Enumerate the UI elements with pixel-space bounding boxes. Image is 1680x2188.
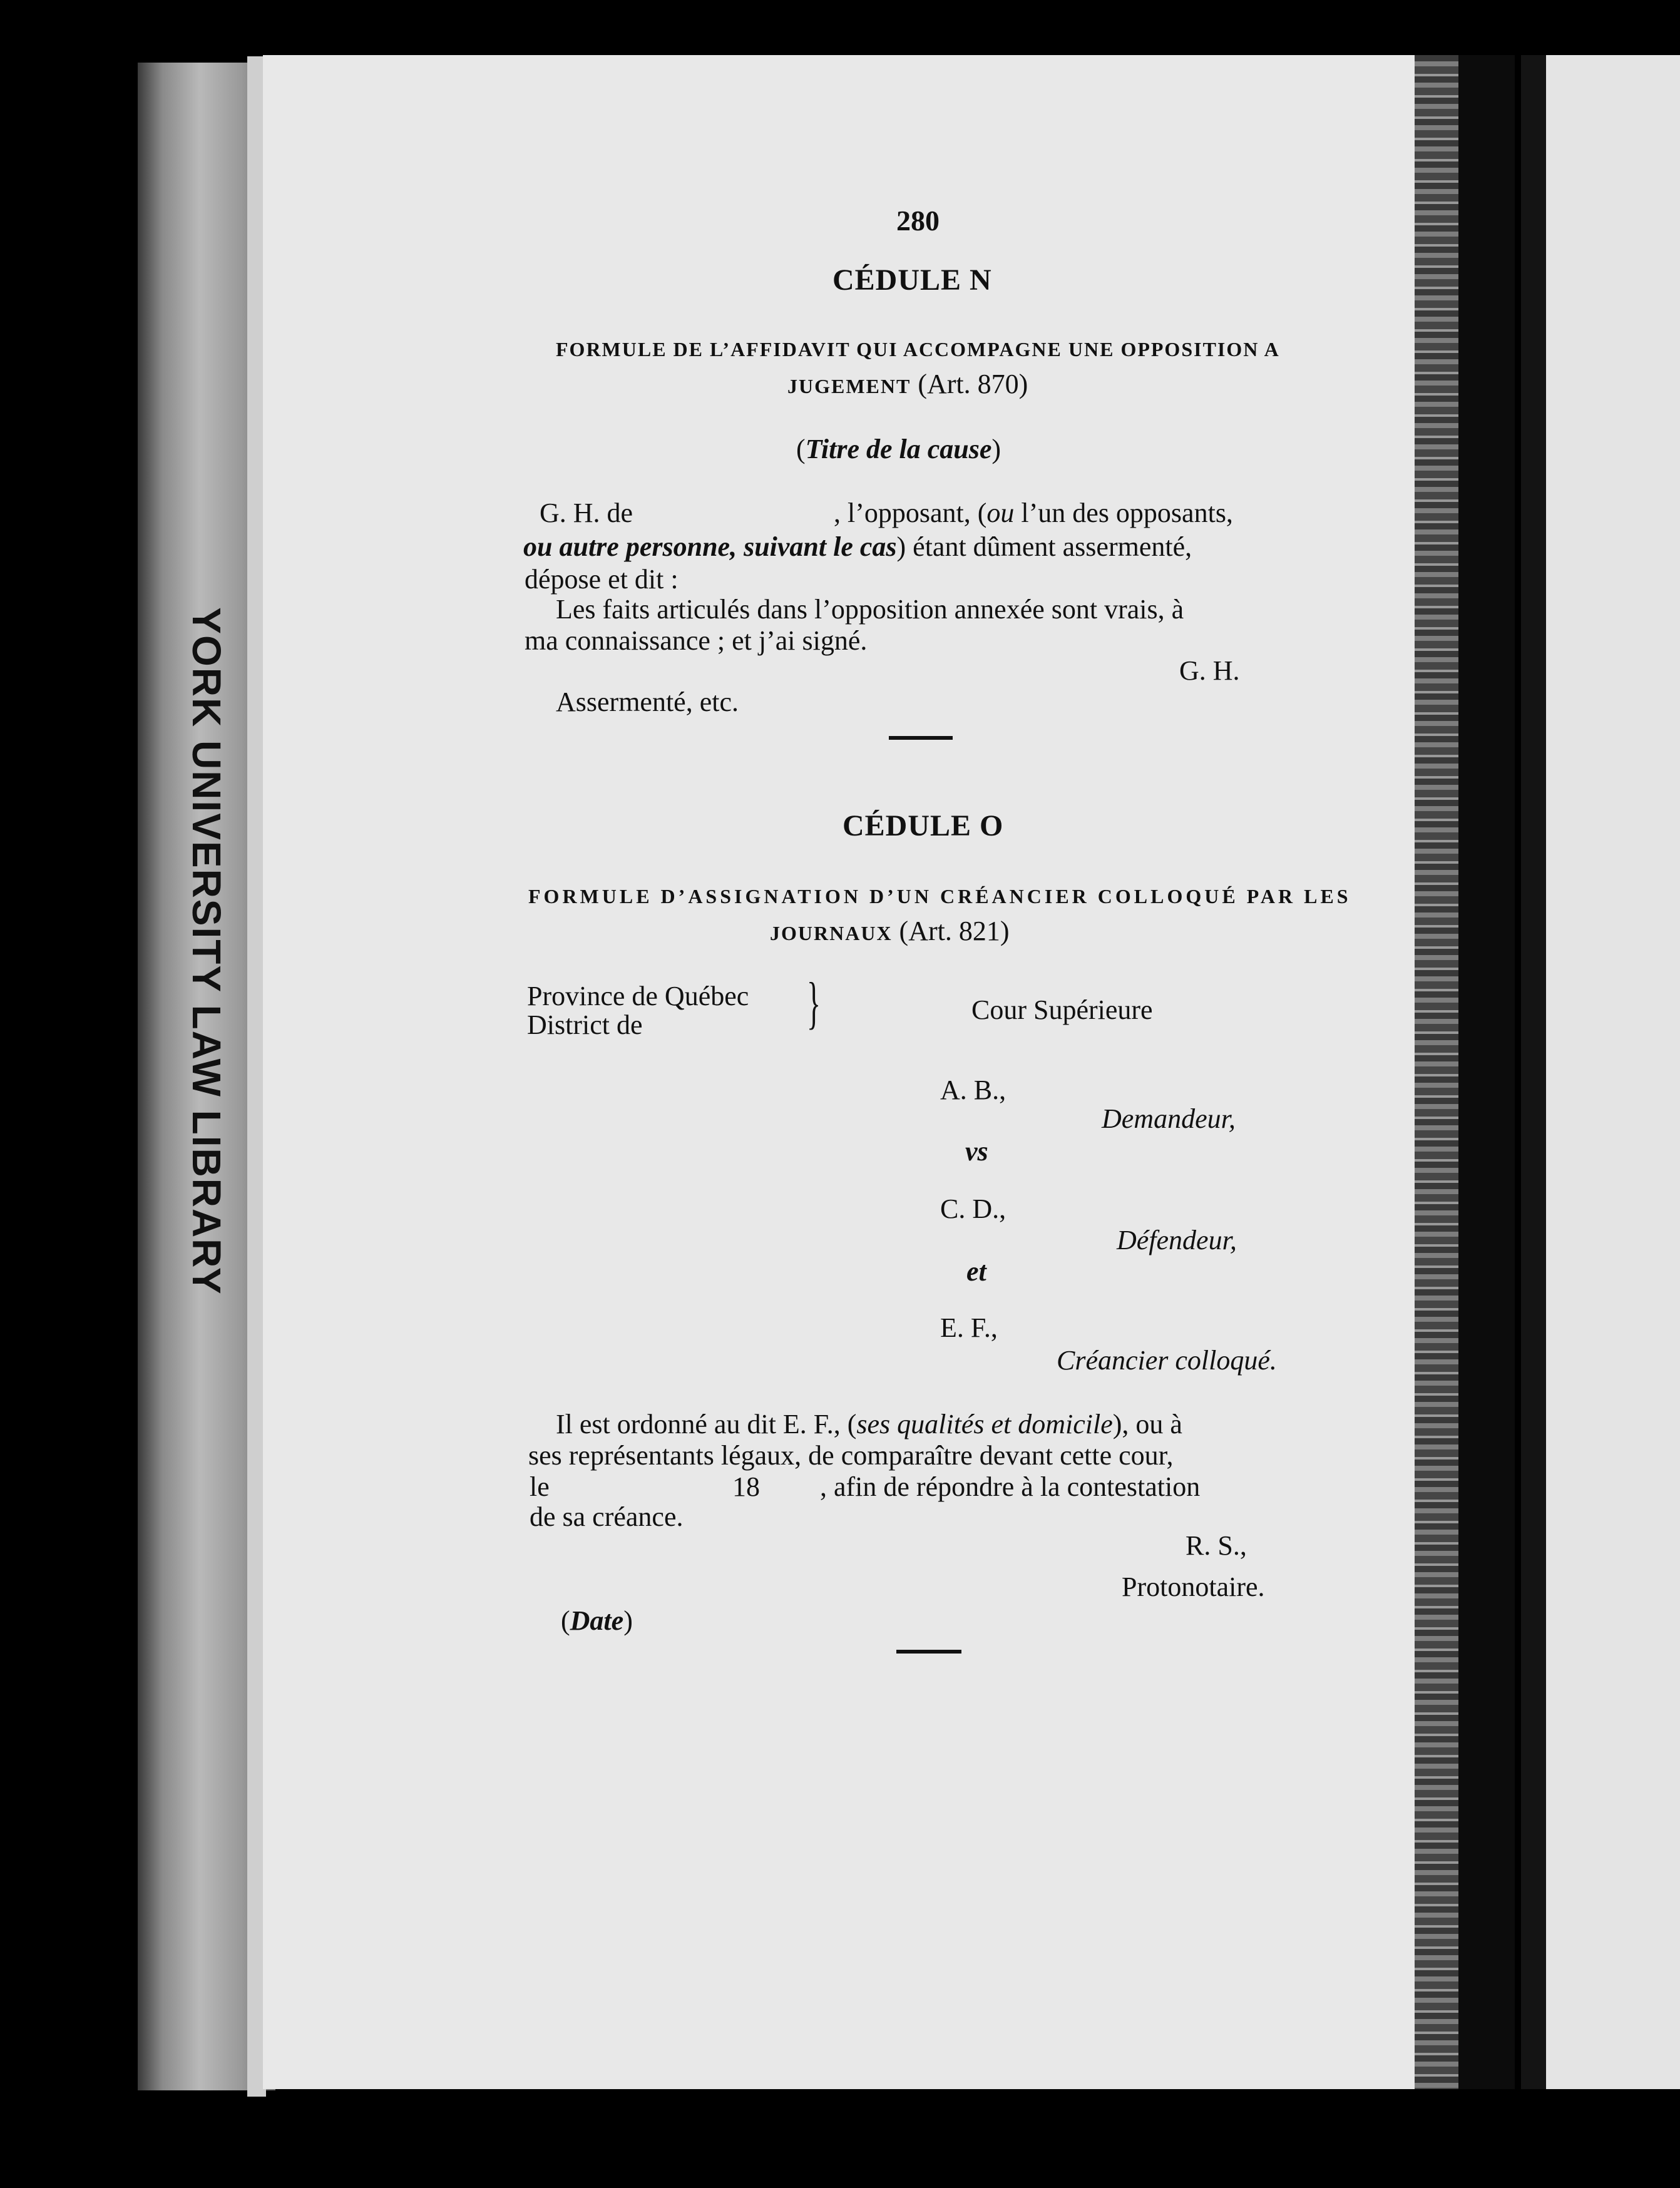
- line1-d: l’un des opposants,: [1014, 498, 1233, 528]
- gutter-shadow: [1458, 55, 1515, 2089]
- date-text: Date: [570, 1605, 624, 1636]
- schedule-n-title: CÉDULE N: [832, 263, 992, 297]
- schedule-n-line1-prefix: G. H. de: [540, 498, 633, 528]
- schedule-o-article-ref: (Art. 821): [899, 916, 1010, 946]
- order-line4: de sa créance.: [530, 1501, 684, 1532]
- and: et: [966, 1256, 986, 1287]
- schedule-n-line1-rest: [834, 499, 1233, 527]
- schedule-o-subtitle-word: JOURNAUX: [770, 922, 893, 944]
- brace-symbol: }: [807, 971, 821, 1035]
- page-number: 280: [896, 205, 940, 237]
- party-plaintiff: A. B.,: [940, 1075, 1006, 1105]
- signer-title: Protonotaire.: [1122, 1572, 1265, 1602]
- schedule-o-subtitle-line2: [770, 918, 1010, 945]
- schedule-n-subtitle-line1: FORMULE DE L’AFFIDAVIT QUI ACCOMPAGNE UNE OPPOSITION A: [556, 338, 1280, 360]
- line2-italic: ou autre personne, suivant le cas: [523, 531, 897, 562]
- schedule-n-line3: dépose et dit :: [525, 564, 679, 595]
- party-creditor: E. F.,: [940, 1312, 998, 1343]
- order-line3-year: 18: [732, 1471, 760, 1502]
- schedule-o-subtitle-line1: FORMULE D’ASSIGNATION D’UN CRÉANCIER COLLOQUÉ PAR LES: [528, 885, 1351, 907]
- schedule-n-line5: ma connaissance ; et j’ai signé.: [525, 625, 868, 656]
- province-label: Province de Québec: [527, 981, 749, 1011]
- schedule-n-subtitle-line2: [787, 371, 1028, 398]
- order-line3-rest: , afin de répondre à la contestation: [820, 1471, 1201, 1502]
- line2-rest: ) étant dûment assermenté,: [896, 531, 1192, 562]
- end-divider: [896, 1650, 961, 1654]
- district-label: District de: [527, 1010, 643, 1040]
- schedule-n-signature: G. H.: [1179, 655, 1240, 686]
- schedule-n-line2: [523, 533, 1192, 561]
- schedule-n-subtitle-word: JUGEMENT: [787, 375, 911, 397]
- role-creditor: Créancier colloqué.: [1057, 1345, 1277, 1376]
- next-page-edge: [1521, 55, 1546, 2089]
- spine-label-text: YORK UNIVERSITY LAW LIBRARY: [184, 607, 229, 1296]
- line1-c: ou: [986, 498, 1015, 528]
- order-line1: [556, 1411, 1182, 1438]
- order-line1-c: ), ou à: [1112, 1409, 1182, 1439]
- schedule-n-line4: Les faits articulés dans l’opposition annexée sont vrais, à: [556, 594, 1184, 625]
- signer-initials: R. S.,: [1186, 1530, 1247, 1561]
- section-divider: [889, 736, 953, 740]
- schedule-n-article-ref: (Art. 870): [918, 369, 1028, 399]
- versus: vs: [965, 1136, 988, 1167]
- role-defendant: Défendeur,: [1117, 1225, 1237, 1255]
- schedule-n-cause-title: [796, 436, 1001, 463]
- schedule-o-title: CÉDULE O: [843, 809, 1004, 842]
- court-name: Cour Supérieure: [971, 994, 1153, 1025]
- order-line1-a: Il est ordonné au dit E. F., (: [556, 1409, 857, 1439]
- line1-b: , l’opposant, (: [834, 498, 987, 528]
- paren-open: (: [796, 434, 806, 464]
- date-paren-open: (: [561, 1605, 570, 1636]
- date-paren-close: ): [623, 1605, 633, 1636]
- cause-title-text: Titre de la cause: [805, 434, 992, 464]
- order-line2: ses représentants légaux, de comparaître devant cette cour,: [528, 1440, 1174, 1471]
- role-plaintiff: Demandeur,: [1102, 1103, 1236, 1134]
- paren-close: ): [991, 434, 1001, 464]
- schedule-n-sworn: Assermenté, etc.: [556, 687, 739, 717]
- party-defendant: C. D.,: [940, 1194, 1006, 1224]
- next-page: [1546, 55, 1680, 2089]
- date-placeholder: [561, 1607, 633, 1635]
- order-line1-b: ses qualités et domicile: [856, 1409, 1113, 1439]
- order-line3-le: le: [530, 1471, 550, 1502]
